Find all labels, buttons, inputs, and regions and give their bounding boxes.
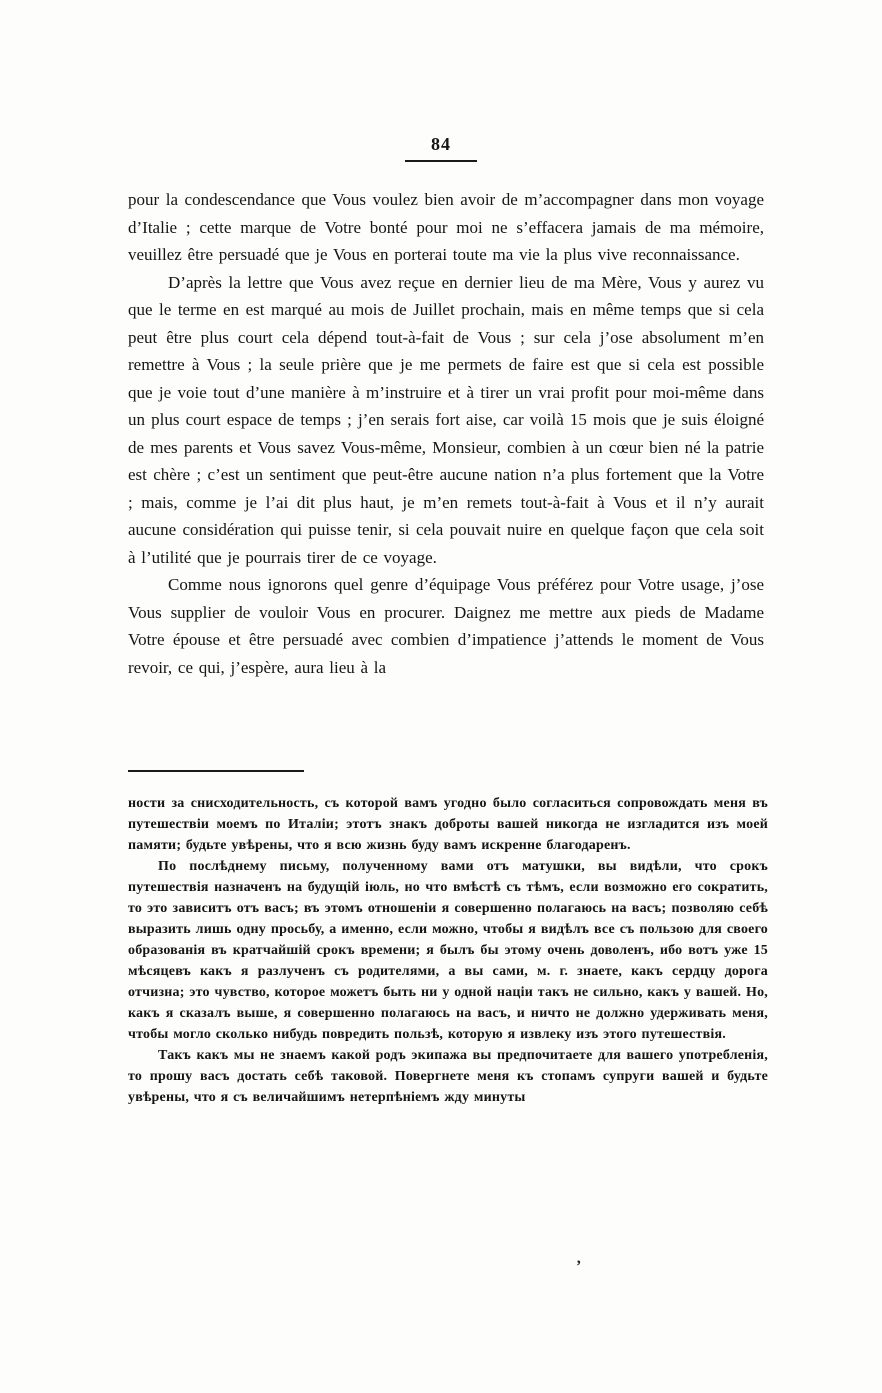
footnote-paragraph-2: По послѣднему письму, полученному вами отъ матушки, вы видѣли, что срокъ путешествія назначенъ на будущій іюль, но что вмѣстѣ съ тѣмъ, если возможно его сократить, то это зависитъ отъ васъ; въ этомъ отношеніи я совершенно полагаюсь на васъ; позволяю себѣ выразить лишь одну просьбу, а именно, если можно, чтобы я видѣлъ все съ пользою для своего образованія въ кратчайшій срокъ времени; я былъ бы этому очень доволенъ, ибо вотъ уже 15 мѣсяцевъ какъ я разлученъ съ родителями, а вы сами, м. г. знаете, какъ сердцу дорога отчизна; это чувство, которое можетъ быть ни у одной націи такъ не сильно, какъ у вашей. Но, какъ я сказалъ выше, я совершенно полагаюсь на васъ, и ничто не должно удерживать меня, чтобы могло сколько нибудь повредить пользѣ, которую я извлеку изъ этого путешествія. <box>128 859 768 1042</box>
page-number: 84 <box>405 134 477 162</box>
footnote-russian <box>128 793 768 1108</box>
main-paragraph-2: D’après la lettre que Vous avez reçue en dernier lieu de ma Mère, Vous y aurez vu que le terme en est marqué au mois de Juillet prochain, mais en même temps que si cela peut être plus court cela dépend tout-à-fait de Vous ; sur cela j’ose absolument m’en remettre à Vous ; la seule prière que je me permets de faire est que si cela est possible que je voie tout d’une manière à m’instruire et à tirer un vrai profit pour moi-même dans un plus court espace de temps ; j’en serais fort aise, car voilà 15 mois que je suis éloigné de mes parents et Vous savez Vous-même, Monsieur, combien à un cœur bien né la patrie est chère ; c’est un sentiment que peut-être aucune nation n’a plus fortement que la Votre ; mais, comme je l’ai dit plus haut, je m’en remets tout-à-fait à Vous et il n’y aurait aucune considération qui puisse tenir, si cela pouvait nuire en quelque façon que cela soit à l’utilité que je pourrais tirer de ce voyage. <box>128 272 764 567</box>
main-paragraph-3: Comme nous ignorons quel genre d’équipage Vous préférez pour Votre usage, j’ose Vous supplier de vouloir Vous en procurer. Daignez me mettre aux pieds de Madame Votre épouse et être persuadé avec combien d’impatience j’attends le moment de Vous revoir, ce qui, j’espère, aura lieu à la <box>128 575 764 677</box>
page-header <box>0 134 882 162</box>
footnote-paragraph-1: ности за снисходительность, съ которой вамъ угодно было согласиться сопровождать меня въ путешествіи моемъ по Италіи; этотъ знакъ доброты вашей никогда не изгладится изъ моей памяти; будьте увѣрены, что я всю жизнь буду вамъ искренне благодаренъ. <box>128 796 768 853</box>
footnote-separator-rule <box>128 770 304 772</box>
main-text-french <box>128 186 764 681</box>
main-paragraph-1: pour la condescendance que Vous voulez bien avoir de m’accompagner dans mon voyage d’Italie ; cette marque de Votre bonté pour moi ne s’effacera jamais de ma mémoire, veuillez être persuadé que je Vous en porterai toute ma vie la plus vive reconnaissance. <box>128 190 764 264</box>
stray-print-mark: ’ <box>576 1258 582 1275</box>
footnote-paragraph-3: Такъ какъ мы не знаемъ какой родъ экипажа вы предпочитаете для вашего употребленія, то прошу васъ достать себѣ таковой. Повергнете меня къ стопамъ супруги вашей и будьте увѣрены, что я съ величайшимъ нетерпѣніемъ жду минуты <box>128 1048 768 1105</box>
